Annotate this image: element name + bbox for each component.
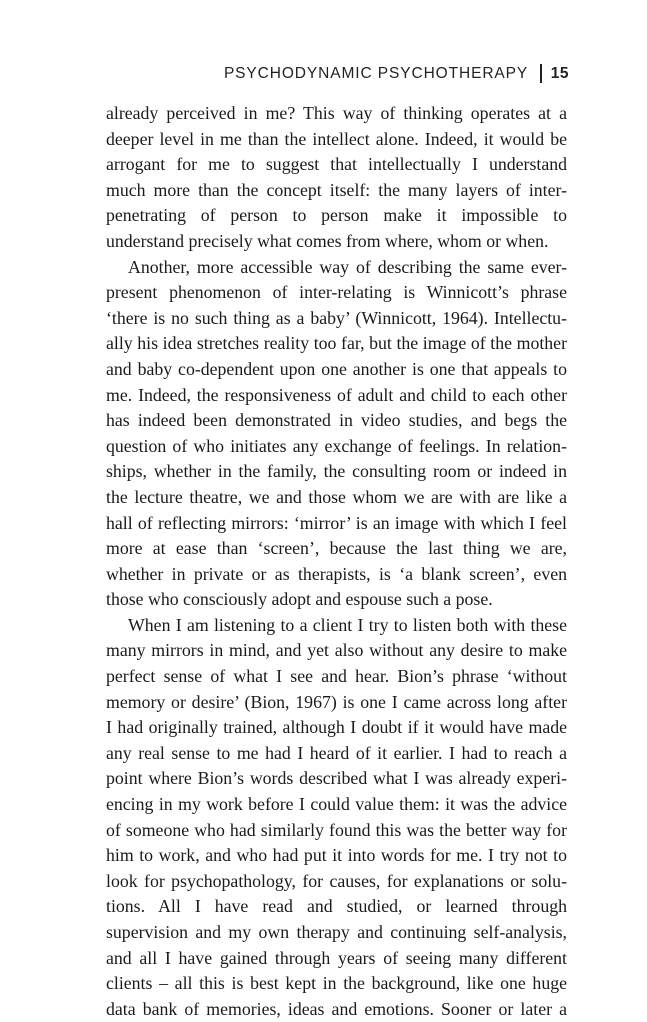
- body-text: [106, 101, 567, 1022]
- text-line: arrogant for me to suggest that intellectually I understand: [106, 154, 567, 175]
- text-line: tions. All I have read and studied, or learned through: [106, 896, 567, 917]
- text-line: ally his idea stretches reality too far, but the image of the mother: [106, 333, 567, 354]
- text-line: look for psychopathology, for causes, for explanations or solu-: [106, 870, 567, 891]
- text-line: present phenomenon of inter-relating is Winnicott’s phrase: [106, 282, 567, 303]
- text-line: me. Indeed, the responsiveness of adult and child to each other: [106, 384, 567, 405]
- text-line: I had originally trained, although I doubt if it would have made: [106, 717, 567, 738]
- text-line: data bank of memories, ideas and emotions. Sooner or later a: [106, 998, 567, 1019]
- text-line: has indeed been demonstrated in video studies, and begs the: [106, 410, 567, 431]
- text-line: Another, more accessible way of describing the same ever-: [128, 256, 567, 277]
- text-line: him to work, and who had put it into words for me. I try not to: [106, 845, 567, 866]
- text-line: supervision and my own therapy and continuing self-analysis,: [106, 922, 567, 942]
- text-line: ships, whether in the family, the consulting room or indeed in: [106, 461, 567, 482]
- text-line: any real sense to me had I heard of it earlier. I had to reach a: [106, 742, 567, 763]
- text-line: the lecture theatre, we and those whom we are with are like a: [106, 486, 567, 507]
- paragraph-2: [106, 255, 567, 613]
- text-line: of someone who had similarly found this was the better way for: [106, 819, 567, 840]
- text-line: encing in my work before I could value them: it was the advice: [106, 794, 567, 815]
- text-line: perfect sense of what I see and hear. Bion’s phrase ‘without: [106, 666, 567, 687]
- text-line: point where Bion’s words described what I was already experi-: [106, 768, 567, 789]
- text-line: question of who initiates any exchange of feelings. In relation-: [106, 435, 567, 456]
- running-head-divider: [540, 64, 542, 83]
- text-line: When I am listening to a client I try to listen both with these: [128, 614, 567, 635]
- paragraph-1: [106, 101, 567, 255]
- text-line: many mirrors in mind, and yet also without any desire to make: [106, 640, 567, 661]
- text-line: understand precisely what comes from where, whom or when.: [106, 230, 549, 251]
- running-head: [224, 64, 569, 83]
- text-line: deeper level in me than the intellect alone. Indeed, it would be: [106, 128, 567, 149]
- text-line: memory or desire’ (Bion, 1967) is one I came across long after: [106, 691, 567, 712]
- text-line: already perceived in me? This way of thinking operates at a: [106, 103, 567, 123]
- text-line: whether in private or as therapists, is ‘a blank screen’, even: [106, 563, 567, 584]
- page-number: 15: [550, 64, 569, 82]
- text-line: and baby co-dependent upon one another is one that appeals to: [106, 358, 567, 379]
- text-line: more at ease than ‘screen’, because the last thing we are,: [106, 538, 567, 559]
- text-line: and all I have gained through years of seeing many different: [106, 947, 567, 968]
- paragraph-3: [106, 613, 567, 1022]
- text-line: hall of reflecting mirrors: ‘mirror’ is an image with which I feel: [106, 512, 567, 533]
- text-line: ‘there is no such thing as a baby’ (Winnicott, 1964). Intellectu-: [106, 307, 567, 328]
- text-line: penetrating of person to person make it impossible to: [106, 205, 567, 226]
- running-head-title: PSYCHODYNAMIC PSYCHOTHERAPY: [223, 64, 529, 82]
- text-line: clients – all this is best kept in the background, like one huge: [106, 973, 567, 994]
- text-line: those who consciously adopt and espouse such a pose.: [106, 589, 493, 610]
- text-line: much more than the concept itself: the many layers of inter-: [106, 179, 567, 200]
